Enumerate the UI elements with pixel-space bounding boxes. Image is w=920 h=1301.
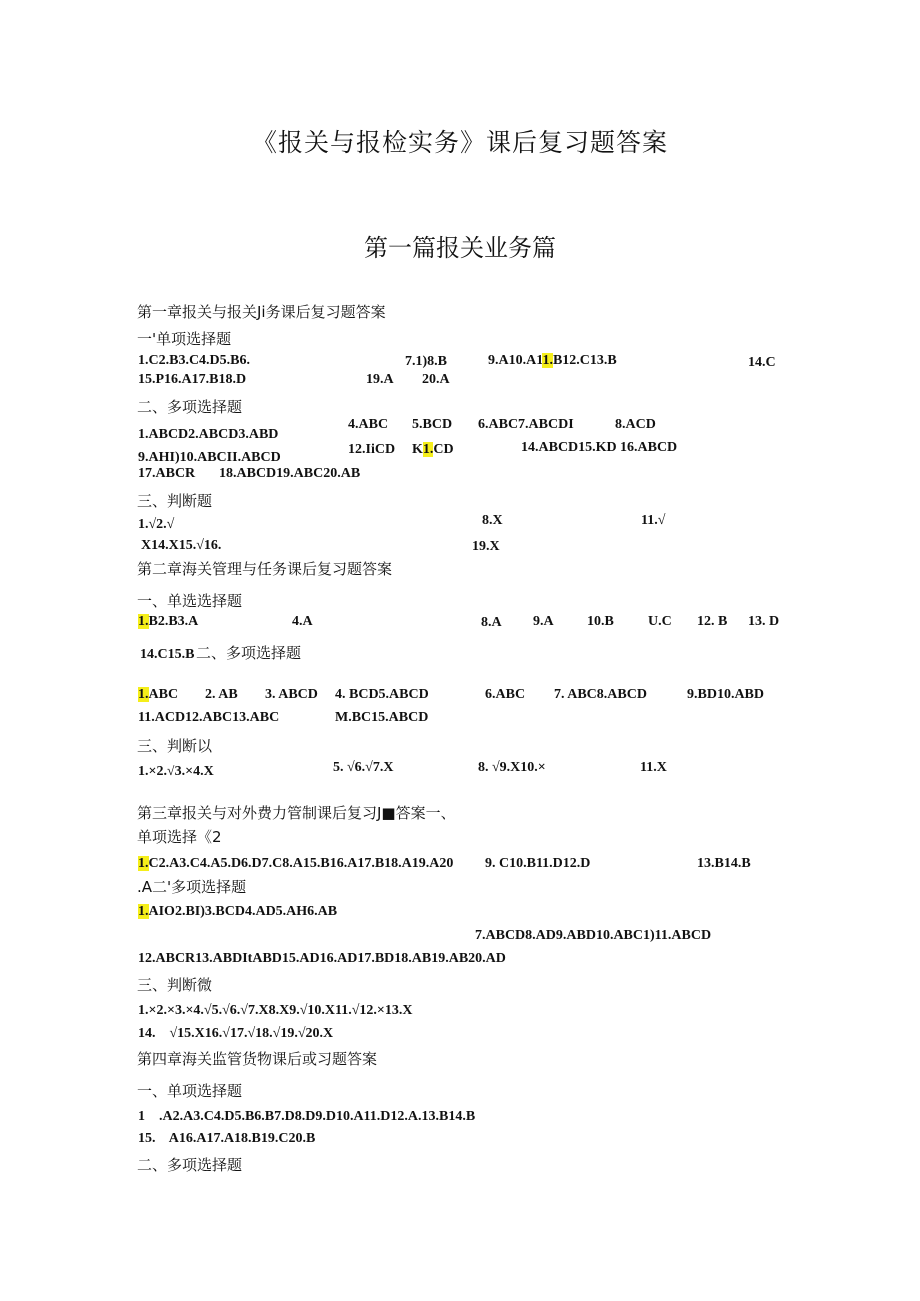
- ch3-judge-answers: 14. √15.X16.√17.√18.√19.√20.X: [138, 1026, 334, 1041]
- ch3-multi-answers: 7.ABCD8.AD9.ABD10.ABC1)11.ABCD: [475, 928, 712, 943]
- ch1-multi-answers: 18.ABCD19.ABC20.AB: [219, 466, 361, 481]
- chapter-4-title: 第四章海关监管货物课后或习题答案: [137, 1050, 378, 1068]
- ch2-multi-answers: 6.ABC: [485, 687, 526, 702]
- ch3-multi-answers: 12.ABCR13.ABDItABD15.AD16.AD17.BD18.AB19.AB20.AD: [138, 951, 506, 966]
- ch3-single-answers: 13.B14.B: [697, 856, 751, 871]
- ch3-judge-answers: 1.×2.×3.×4.√5.√6.√7.X8.X9.√10.X11.√12.×13.X: [138, 1003, 413, 1018]
- ch2-multi-heading: 二、多项选择题: [196, 644, 302, 662]
- ch2-judge-answers: 1.×2.√3.×4.X: [138, 765, 214, 776]
- ch1-multi-answers: 8.ACD: [615, 417, 656, 432]
- ch1-judge-heading: 三、判断题: [137, 492, 213, 510]
- ch1-single-answers: 1.C2.B3.C4.D5.B6.: [138, 353, 251, 368]
- ch1-multi-answers: 17.ABCR: [138, 466, 196, 481]
- ch3-multi-answers: 1.AIO2.BI)3.BCD4.AD5.AH6.AB: [138, 904, 338, 919]
- ch2-single-answers: 9.A: [533, 614, 554, 629]
- ch3-single-answers: 9. C10.B11.D12.D: [485, 856, 591, 871]
- ch4-single-answers: 1 .A2.A3.C4.D5.B6.B7.D8.D9.D10.A11.D12.A.13.B14.B: [138, 1109, 476, 1124]
- ch3-single-heading: 单项选择《2: [137, 828, 222, 846]
- ch1-single-answers: 14.C: [748, 355, 776, 370]
- ch2-single-heading: 一、单选选择题: [137, 592, 243, 610]
- ch2-judge-heading: 三、判断以: [137, 737, 213, 755]
- ch4-single-heading: 一、单项选择题: [137, 1082, 243, 1100]
- chapter-1-title: 第一章报关与报关Ji务课后复习题答案: [137, 303, 386, 321]
- ch3-multi-heading: .A二'多项选择题: [137, 878, 247, 896]
- ch4-multi-heading: 二、多项选择题: [137, 1156, 243, 1174]
- ch3-judge-heading: 三、判断微: [137, 976, 213, 994]
- highlight: 1.: [138, 856, 149, 871]
- ch1-judge-answers: 1.√2.√: [138, 517, 175, 532]
- ch1-multi-answers: 1.ABCD2.ABCD3.ABD: [138, 427, 279, 442]
- ch1-multi-heading: 二、多项选择题: [137, 398, 243, 416]
- ch3-single-answers: 1.C2.A3.C4.A5.D6.D7.C8.A15.B16.A17.B18.A19.A20: [138, 856, 454, 871]
- ch2-single-answers: 10.B: [587, 614, 614, 629]
- ch2-multi-answers: 2. AB: [205, 687, 238, 702]
- highlight: 1.: [138, 687, 149, 702]
- highlight: 1.: [422, 442, 434, 457]
- ch1-multi-answers: 6.ABC7.ABCDI: [478, 417, 574, 432]
- ch2-multi-answers: 9.BD10.ABD: [687, 687, 765, 702]
- ch2-single-answers: 8.A: [481, 615, 502, 630]
- ch2-judge-answers: 11.X: [640, 760, 667, 775]
- ch2-multi-answers: 4. BCD5.ABCD: [335, 687, 429, 702]
- ch1-multi-answers: K1.CD: [412, 442, 454, 457]
- ch2-single-answers: 12. B: [697, 614, 728, 629]
- ch1-single-heading: 一'单项选择题: [137, 330, 232, 348]
- ch4-single-answers: 15. A16.A17.A18.B19.C20.B: [138, 1131, 316, 1146]
- ch1-multi-answers: 16.ABCD: [620, 440, 678, 455]
- ch1-judge-answers: X14.X15.√16.: [141, 538, 222, 553]
- document-title: 《报关与报检实务》课后复习题答案: [251, 128, 668, 157]
- ch2-single-answers: 1.B2.B3.A: [138, 614, 199, 629]
- highlight: 1.: [138, 904, 149, 919]
- ch2-multi-answers: M.BC15.ABCD: [335, 710, 429, 725]
- ch2-single-answers: 4.A: [292, 614, 313, 629]
- ch1-single-answers: 9.A10.A11.B12.C13.B: [488, 353, 617, 368]
- ch1-multi-answers: 9.AHI)10.ABCII.ABCD: [138, 450, 281, 465]
- highlight: 1.: [138, 614, 149, 629]
- part-title: 第一篇报关业务篇: [364, 234, 556, 262]
- ch1-single-answers: 20.A: [422, 372, 450, 387]
- ch1-judge-answers: 8.X: [482, 513, 503, 528]
- chapter-3-title: 第三章报关与对外费力管制课后复习J■答案一、: [137, 804, 456, 822]
- ch2-judge-answers: 8. √9.X10.×: [478, 760, 546, 775]
- highlight: 1.: [542, 353, 553, 368]
- ch1-judge-answers: 19.X: [472, 539, 500, 554]
- ch1-single-answers: 19.A: [366, 372, 394, 387]
- ch1-single-answers: 7.1)8.B: [405, 354, 447, 369]
- ch2-single-answers: U.C: [648, 614, 672, 629]
- ch1-single-answers: 15.P16.A17.B18.D: [138, 372, 247, 387]
- ch2-multi-answers: 11.ACD12.ABC13.ABC: [138, 710, 280, 725]
- ch2-judge-answers: 5. √6.√7.X: [333, 760, 394, 775]
- ch1-multi-answers: 14.ABCD15.KD: [521, 440, 617, 455]
- ch2-multi-answers: 1.ABC: [138, 687, 179, 702]
- ch2-multi-answers: 7. ABC8.ABCD: [554, 687, 647, 702]
- ch2-single-answers: 14.C15.B: [140, 647, 195, 662]
- ch2-multi-answers: 3. ABCD: [265, 687, 318, 702]
- ch1-multi-answers: 4.ABC: [348, 417, 389, 432]
- ch1-judge-answers: 11.√: [641, 513, 666, 528]
- ch1-multi-answers: 5.BCD: [412, 417, 453, 432]
- chapter-2-title: 第二章海关管理与任务课后复习题答案: [137, 560, 393, 578]
- ch1-multi-answers: 12.IiCD: [348, 442, 396, 457]
- ch2-single-answers: 13. D: [748, 614, 780, 629]
